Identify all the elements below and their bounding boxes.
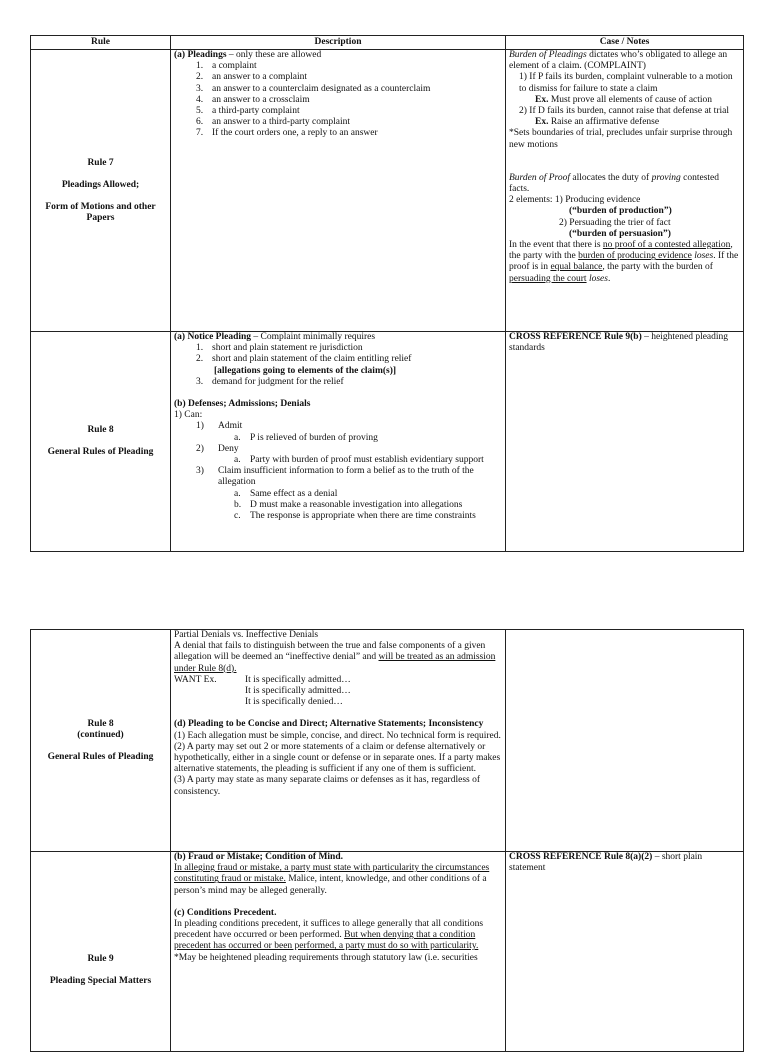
rule-7-label: Rule 7 Pleadings Allowed; Form of Motions and other Papers	[31, 50, 171, 331]
list-item: a. P is relieved of burden of proving	[234, 432, 378, 443]
rules-table-page-1	[30, 35, 744, 552]
list-item: a. Party with burden of proof must establish evidentiary support	[234, 455, 484, 466]
rule-8-continued-description: Partial Denials vs. Ineffective Denials A denial that fails to distinguish between the true and false components of a given allegation will be deemed an “ineffective denial” and will be treated as an admission under Rule 8(d). WANT Ex. It is specifically admitted… It is specifically admitted… It is specifically denied… (d) Pleading to be Concise and Direct; Alternative Statements; Inconsistency (1) Each allegation must be simple, concise, and direct. No technical form is required. (2) A party may set out 2 or more statements of a claim or defense alternatively or hypothetically, either in a single count or defense or in separate ones. If a party makes alternative statements, the pleading is sufficient if any one of them is sufficient. (3) A party may state as many separate claims or defenses as it has, regardless of consistency.	[171, 630, 506, 851]
table-row-rule-8-continued	[31, 630, 743, 851]
rule-8-description: (a) Notice Pleading – Complaint minimally requires 1. short and plain statement re jurisdiction 2. short and plain statement of the claim entitling relief [allegations going to elements of the claim(s)] 3. demand for judgment for the relief (b) Defenses; Admissions; Denials 1) Can: 1) Admit a. P is relieved of burden of proving 2) Deny a. Party with burden of proof must establish evidentiary support 3) Claim insufficient information to form a belief as to the truth of the allegation a. Same effect as a denial b. D must make a reasonable investigation into allegations c. The response is appropriate when there are time constraints	[171, 332, 506, 551]
table-row-rule-8	[31, 331, 743, 551]
list-item: 1. a complaint	[196, 61, 257, 72]
table-header-row	[31, 36, 743, 49]
list-item: 2. short and plain statement of the claim entitling relief	[196, 354, 412, 365]
rule-9-label: Rule 9 Pleading Special Matters	[31, 852, 171, 1051]
list-item: b. D must make a reasonable investigation into allegations	[234, 499, 463, 510]
list-item: a. Same effect as a denial	[234, 488, 338, 499]
want-example: WANT Ex. It is specifically admitted… It is specifically admitted… It is specifically denied…	[174, 674, 351, 708]
table-row-rule-7	[31, 49, 743, 331]
list-item: 4. an answer to a crossclaim	[196, 94, 310, 105]
rule-9-description: (b) Fraud or Mistake; Condition of Mind. In alleging fraud or mistake, a party must state with particularity the circumstances constituting fraud or mistake. Malice, intent, knowledge, and other conditions of a person’s mind may be alleged generally. (c) Conditions Precedent. In pleading conditions precedent, it suffices to allege generally that all conditions precedent have occurred or been performed. But when denying that a condition precedent has occurred or been performed, a party must do so with particularity. *May be heightened pleading requirements through statutory law (i.e. securities	[171, 852, 506, 1051]
list-item: 3. an answer to a counterclaim designated as a counterclaim	[196, 83, 431, 94]
list-item: 1) Admit	[196, 421, 243, 432]
list-item: 2) Deny	[196, 443, 239, 454]
rule-8-continued-notes	[506, 630, 743, 851]
rule-7-description: (a) Pleadings – only these are allowed 1. a complaint 2. an answer to a complaint 3. an answer to a counterclaim designated as a counterclaim 4. an answer to a crossclaim 5. a third-party complaint 6. an answer to a third-party complaint 7. If the court orders one, a reply to an answer	[171, 50, 506, 331]
rules-table-page-2	[30, 629, 744, 1052]
list-item: 6. an answer to a third-party complaint	[196, 117, 350, 128]
list-item: 5. a third-party complaint	[196, 106, 300, 117]
rule-8-label: Rule 8 General Rules of Pleading	[31, 332, 171, 551]
list-item: c. The response is appropriate when there are time constraints	[234, 511, 476, 522]
list-item: 3. demand for judgment for the relief	[196, 376, 344, 387]
list-item: 1. short and plain statement re jurisdiction	[196, 343, 363, 354]
header-description: Description	[171, 36, 506, 49]
table-row-rule-9	[31, 851, 743, 1051]
rule-8-continued-label: Rule 8 (continued) General Rules of Pleading	[31, 630, 171, 851]
list-item: 7. If the court orders one, a reply to an answer	[196, 128, 378, 139]
rule-9-notes: CROSS REFERENCE Rule 8(a)(2) – short plain statement	[509, 852, 703, 874]
header-rule: Rule	[31, 36, 171, 49]
header-notes: Case / Notes	[599, 37, 650, 47]
rule-7-notes: Burden of Pleadings dictates who’s obligated to allege an element of a claim. (COMPLAINT) 1) If P fails its burden, complaint vulnerable to a motion to dismiss for failure to state a claim Ex. Must prove all elements of cause of action 2) If D fails its burden, cannot raise that defense at trial Ex. Raise an affirmative defense *Sets boundaries of trial, precludes unfair surprise through new motions Burden of Proof allocates the duty of proving contested facts. 2 elements: 1) Producing evidence (“burden of production”) 2) Persuading the trier of fact (“burden of persuasion”) In the event that there is no proof of a contested allegation, the party with the burden of producing evidence loses. If the proof is in equal balance, the party with the burden of persuading the court loses.	[509, 50, 739, 284]
list-item: 2. an answer to a complaint	[196, 72, 307, 83]
list-item: 3) Claim insufficient information to form a belief as to the truth of the allegation	[196, 466, 474, 488]
rule-8-notes: CROSS REFERENCE Rule 9(b) – heightened pleading standards	[509, 332, 729, 354]
